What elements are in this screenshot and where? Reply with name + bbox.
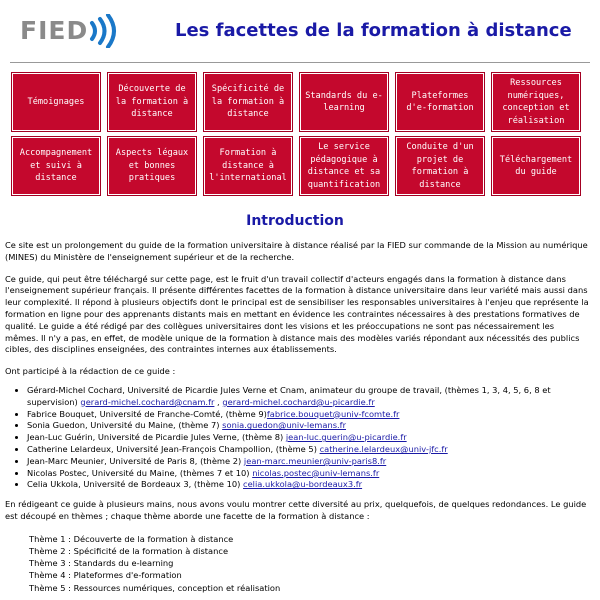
email-link[interactable]: nicolas.postec@univ-lemans.fr	[252, 467, 380, 478]
email-link[interactable]: celia.ukkola@u-bordeaux3.fr	[243, 479, 363, 490]
tile-conduite-projet[interactable]: Conduite d'un projet de formation à distance	[396, 137, 484, 195]
intro-content	[5, 240, 590, 594]
contributors-lead: Ont participé à la rédaction de ce guide :	[5, 366, 176, 377]
tile-ressources[interactable]: Ressources numériques, conception et réalisation	[492, 73, 580, 131]
intro-heading: Introduction	[246, 213, 344, 229]
theme-line: Thème 2 : Spécificité de la formation à distance	[29, 545, 229, 556]
list-item: • Sonia Guedon, Université du Maine, (thème 7) sonia.guedon@univ-lemans.fr	[27, 420, 590, 432]
contributors-list	[5, 385, 590, 491]
email-link[interactable]: sonia.guedon@univ-lemans.fr	[222, 420, 347, 431]
list-item: • Jean-Marc Meunier, Université de Paris 8, (thème 2) jean-marc.meunier@univ-paris8.fr	[27, 456, 590, 468]
tile-decouverte[interactable]: Découverte de la formation à distance	[108, 73, 196, 131]
tile-specificite[interactable]: Spécificité de la formation à distance	[204, 73, 292, 131]
theme-line: Thème 3 : Standards du e-learning	[29, 558, 174, 569]
logo-text: FIED	[20, 16, 89, 45]
list-item: • Celia Ukkola, Université de Bordeaux 3, (thème 10) celia.ukkola@u-bordeaux3.fr	[27, 479, 590, 491]
tile-accompagnement[interactable]: Accompagnement et suivi à distance	[12, 137, 100, 195]
site-title: Les facettes de la formation à distance	[175, 20, 572, 41]
tile-telechargement[interactable]: Téléchargement du guide	[492, 137, 580, 195]
fied-logo[interactable]	[20, 14, 120, 50]
email-link[interactable]: catherine.lelardeux@univ-jfc.fr	[319, 443, 448, 454]
theme-line: Thème 1 : Découverte de la formation à distance	[29, 533, 234, 544]
intro-paragraph-3: En rédigeant ce guide à plusieurs mains, nous avons voulu montrer cette diversité au prix, quelquefois, de quelques redondances. Le guide est découpé en thèmes ; chaque thème aborde une facette de la formation à distance :	[5, 499, 587, 521]
tile-standards[interactable]: Standards du e-learning	[300, 73, 388, 131]
tile-temoignages[interactable]: Témoignages	[12, 73, 100, 131]
tile-service-pedagogique[interactable]: Le service pédagogique à distance et sa quantification	[300, 137, 388, 195]
theme-line: Thème 4 : Plateformes d'e-formation	[29, 570, 182, 581]
theme-tiles	[12, 73, 581, 195]
list-item: • Fabrice Bouquet, Université de Franche-Comté, (thème 9)fabrice.bouquet@univ-fcomte.fr	[27, 409, 590, 421]
intro-paragraph-2: Ce guide, qui peut être téléchargé sur cette page, est le fruit d'un travail collectif d'acteurs engagés dans la formation à distance dans l'enseignement supérieur français. Il présente différentes facettes de la formation à distance universitaire dans leur variété mais aussi dans leur complexité. Il répond à plusieurs objectifs dont le principal est de sensibiliser les responsables universitaires à l'enjeu que représente la formation en ligne pour des apprenants distants mais en mettant en évidence les contraintes nécessaires à des prestations formatives de qualité. Le guide a été rédigé par des collègues universitaires dont les visions et les préoccupations ne sont pas nécessairement les mêmes. Il n'y a pas, en effet, de modèle unique de la formation à distance mais des modèles variés répondant aux nécessités des publics cibles, des disciplines enseignées, des contraintes internes aux établissements.	[5, 273, 589, 355]
tile-international[interactable]: Formation à distance à l'international	[204, 137, 292, 195]
email-link[interactable]: gerard-michel.cochard@cnam.fr	[80, 396, 215, 407]
tile-aspects-legaux[interactable]: Aspects légaux et bonnes pratiques	[108, 137, 196, 195]
email-link[interactable]: jean-marc.meunier@univ-paris8.fr	[243, 455, 387, 466]
tile-plateformes[interactable]: Plateformes d'e-formation	[396, 73, 484, 131]
list-item: • Jean-Luc Guérin, Université de Picardie Jules Verne, (thème 8) jean-luc.guerin@u-picardie.fr	[27, 432, 590, 444]
theme-line: Thème 5 : Ressources numériques, conception et réalisation	[29, 582, 281, 593]
list-item: • Catherine Lelardeux, Université Jean-François Champollion, (thème 5) catherine.lelardeux@univ-jfc.fr	[27, 444, 590, 456]
wave-signal-icon	[86, 14, 122, 48]
themes-list	[5, 533, 590, 594]
header-divider	[10, 62, 590, 63]
list-item: • Nicolas Postec, Université du Maine, (thèmes 7 et 10) nicolas.postec@univ-lemans.fr	[27, 468, 590, 480]
intro-paragraph-1: Ce site est un prolongement du guide de la formation universitaire à distance réalisé par la FIED sur commande de la Mission au numérique (MINES) du Ministère de l'enseignement supérieur et de la recherche.	[5, 240, 588, 262]
email-link[interactable]: jean-luc.guerin@u-picardie.fr	[285, 432, 407, 443]
page-header	[0, 0, 600, 62]
email-link[interactable]: gerard-michel.cochard@u-picardie.fr	[222, 396, 375, 407]
list-item: • Gérard-Michel Cochard, Université de Picardie Jules Verne et Cnam, animateur du groupe de travail, (thèmes 1, 3, 4, 5, 6, 8 et supervision) gerard-michel.cochard@cnam.fr , gerard-michel.cochard@u-picardie.fr	[27, 385, 590, 409]
email-link[interactable]: fabrice.bouquet@univ-fcomte.fr	[266, 408, 400, 419]
